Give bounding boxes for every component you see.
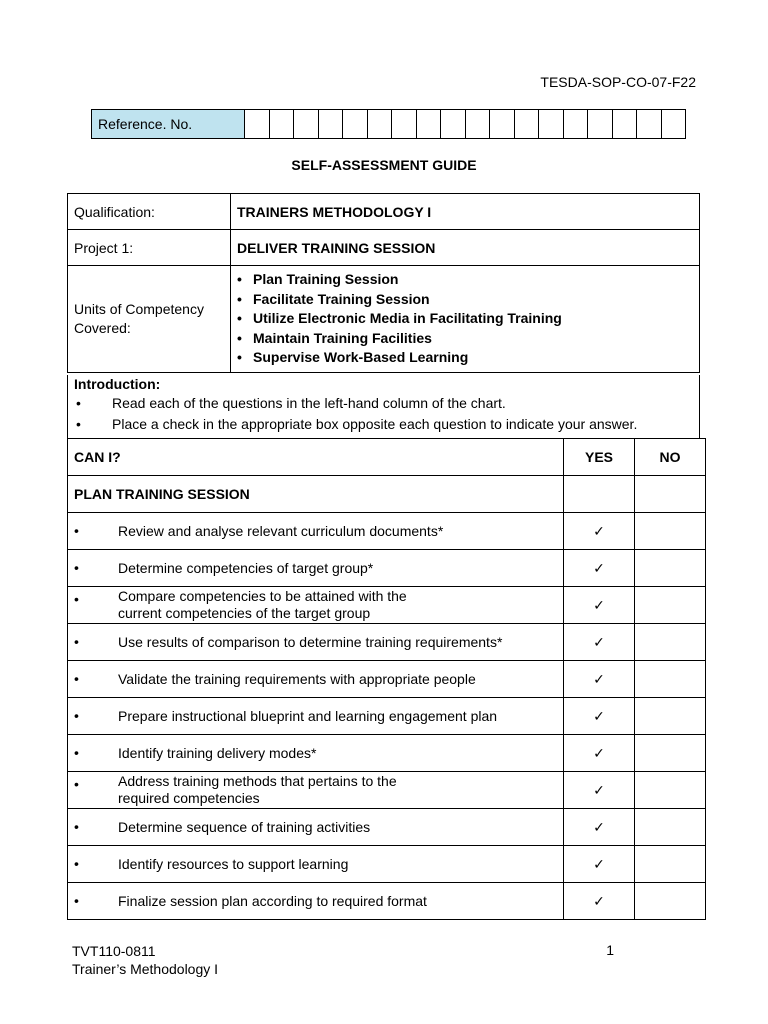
question-text: Determine sequence of training activities: [118, 818, 371, 835]
yes-checkbox[interactable]: [564, 846, 635, 883]
check-mark-icon: ✓: [593, 819, 605, 836]
unit-item: • Utilize Electronic Media in Facilitating Training: [237, 309, 693, 329]
introduction-item: [74, 414, 693, 435]
question-cell: [68, 698, 564, 735]
yes-checkbox[interactable]: [564, 587, 635, 624]
no-checkbox[interactable]: [635, 809, 706, 846]
bullet: •: [74, 559, 79, 576]
qualification-label: Qualification:: [68, 194, 231, 230]
question-cell: [68, 846, 564, 883]
reference-digit-box[interactable]: [539, 110, 564, 139]
question-cell: [68, 661, 564, 698]
question-text: Prepare instructional blueprint and learning engagement plan: [118, 707, 498, 724]
table-row: [68, 846, 706, 883]
reference-digit-box[interactable]: [661, 110, 686, 139]
reference-number-label: Reference. No.: [92, 110, 245, 139]
no-checkbox[interactable]: [635, 735, 706, 772]
unit-item: • Plan Training Session: [237, 270, 693, 290]
self-assessment-checklist: [67, 438, 706, 920]
table-row: [68, 809, 706, 846]
check-mark-icon: ✓: [593, 560, 605, 577]
section-no-cell: [635, 476, 706, 513]
reference-digit-box[interactable]: [514, 110, 539, 139]
reference-digit-box[interactable]: [612, 110, 637, 139]
unit-item: • Maintain Training Facilities: [237, 329, 693, 349]
yes-checkbox[interactable]: [564, 809, 635, 846]
yes-checkbox[interactable]: [564, 735, 635, 772]
footer-code: TVT110-0811: [72, 943, 156, 959]
document-title: SELF-ASSESSMENT GUIDE: [291, 157, 477, 173]
introduction-heading: Introduction:: [74, 376, 161, 392]
bullet: •: [76, 395, 81, 411]
check-mark-icon: ✓: [593, 745, 605, 762]
question-text-continued: current competencies of the target group: [118, 605, 371, 621]
no-checkbox[interactable]: [635, 883, 706, 920]
yes-checkbox[interactable]: [564, 698, 635, 735]
unit-item: • Facilitate Training Session: [237, 290, 693, 310]
form-code: TESDA-SOP-CO-07-F22: [540, 74, 696, 90]
yes-checkbox[interactable]: [564, 550, 635, 587]
no-checkbox[interactable]: [635, 624, 706, 661]
check-mark-icon: ✓: [593, 856, 605, 873]
table-row: [68, 550, 706, 587]
check-mark-icon: ✓: [593, 634, 605, 651]
no-checkbox[interactable]: [635, 587, 706, 624]
question-text: Identify resources to support learning: [118, 855, 349, 872]
page-number: 1: [606, 942, 614, 958]
reference-digit-box[interactable]: [343, 110, 368, 139]
table-row: [68, 883, 706, 920]
reference-digit-box[interactable]: [465, 110, 490, 139]
bullet: •: [74, 818, 79, 835]
bullet: •: [74, 591, 79, 607]
question-cell: [68, 735, 564, 772]
no-checkbox[interactable]: [635, 772, 706, 809]
reference-number-table: [91, 109, 686, 139]
question-text: Validate the training requirements with appropriate people: [118, 670, 476, 687]
units-cell: [231, 266, 700, 373]
yes-checkbox[interactable]: [564, 772, 635, 809]
check-mark-icon: ✓: [593, 597, 605, 614]
reference-digit-box[interactable]: [269, 110, 294, 139]
reference-digit-box[interactable]: [490, 110, 515, 139]
reference-digit-box[interactable]: [563, 110, 588, 139]
footer: [72, 942, 218, 978]
column-header-question: CAN I?: [68, 439, 564, 476]
bullet: •: [74, 892, 79, 909]
yes-checkbox[interactable]: [564, 661, 635, 698]
question-text: Address training methods that pertains to the: [118, 773, 397, 789]
reference-digit-box[interactable]: [294, 110, 319, 139]
bullet: •: [74, 522, 79, 539]
no-checkbox[interactable]: [635, 846, 706, 883]
introduction-item-text: Read each of the questions in the left-hand column of the chart.: [112, 395, 506, 411]
reference-digit-box[interactable]: [588, 110, 613, 139]
footer-subtitle: Trainer’s Methodology I: [72, 961, 219, 977]
check-mark-icon: ✓: [593, 708, 605, 725]
units-list: [237, 270, 693, 368]
section-title: PLAN TRAINING SESSION: [68, 476, 564, 513]
bullet: •: [74, 670, 79, 687]
question-cell: [68, 772, 564, 809]
question-text-continued: required competencies: [118, 790, 260, 806]
question-text: Review and analyse relevant curriculum documents*: [118, 522, 444, 539]
table-row: [68, 772, 706, 809]
question-text: Finalize session plan according to required format: [118, 892, 427, 909]
qualification-info-table: [67, 193, 700, 373]
checklist-header-row: [68, 439, 706, 476]
no-checkbox[interactable]: [635, 661, 706, 698]
bullet: •: [76, 416, 81, 432]
question-text: Compare competencies to be attained with the: [118, 588, 407, 604]
question-cell: [68, 550, 564, 587]
table-row: [68, 513, 706, 550]
column-header-yes: YES: [564, 439, 635, 476]
table-row: [68, 624, 706, 661]
no-checkbox[interactable]: [635, 550, 706, 587]
no-checkbox[interactable]: [635, 513, 706, 550]
question-text: Use results of comparison to determine training requirements*: [118, 633, 503, 650]
reference-digit-box[interactable]: [637, 110, 662, 139]
check-mark-icon: ✓: [593, 523, 605, 540]
yes-checkbox[interactable]: [564, 883, 635, 920]
reference-digit-box[interactable]: [392, 110, 417, 139]
question-text: Determine competencies of target group*: [118, 559, 374, 576]
question-cell: [68, 883, 564, 920]
units-label: Units of Competency Covered:: [68, 266, 231, 373]
reference-digit-box[interactable]: [367, 110, 392, 139]
question-cell: [68, 809, 564, 846]
question-cell: [68, 624, 564, 661]
section-row: [68, 476, 706, 513]
reference-digit-box[interactable]: [441, 110, 466, 139]
reference-digit-box[interactable]: [318, 110, 343, 139]
column-header-no: NO: [635, 439, 706, 476]
reference-digit-box[interactable]: [245, 110, 270, 139]
yes-checkbox[interactable]: [564, 513, 635, 550]
check-mark-icon: ✓: [593, 893, 605, 910]
question-cell: [68, 587, 564, 624]
table-row: [68, 661, 706, 698]
table-row: [68, 735, 706, 772]
project-value: DELIVER TRAINING SESSION: [231, 230, 700, 266]
section-yes-cell: [564, 476, 635, 513]
introduction-item: [74, 393, 693, 414]
bullet: •: [74, 707, 79, 724]
bullet: •: [74, 776, 79, 792]
table-row: [68, 587, 706, 624]
table-row: [68, 698, 706, 735]
bullet: •: [74, 633, 79, 650]
no-checkbox[interactable]: [635, 698, 706, 735]
check-mark-icon: ✓: [593, 671, 605, 688]
introduction-section: [67, 375, 700, 438]
introduction-item-text: Place a check in the appropriate box opposite each question to indicate your answer.: [112, 416, 638, 432]
bullet: •: [74, 744, 79, 761]
check-mark-icon: ✓: [593, 782, 605, 799]
bullet: •: [74, 855, 79, 872]
yes-checkbox[interactable]: [564, 624, 635, 661]
project-label: Project 1:: [68, 230, 231, 266]
question-text: Identify training delivery modes*: [118, 744, 317, 761]
unit-item: • Supervise Work-Based Learning: [237, 348, 693, 368]
reference-digit-box[interactable]: [416, 110, 441, 139]
question-cell: [68, 513, 564, 550]
qualification-value: TRAINERS METHODOLOGY I: [231, 194, 700, 230]
